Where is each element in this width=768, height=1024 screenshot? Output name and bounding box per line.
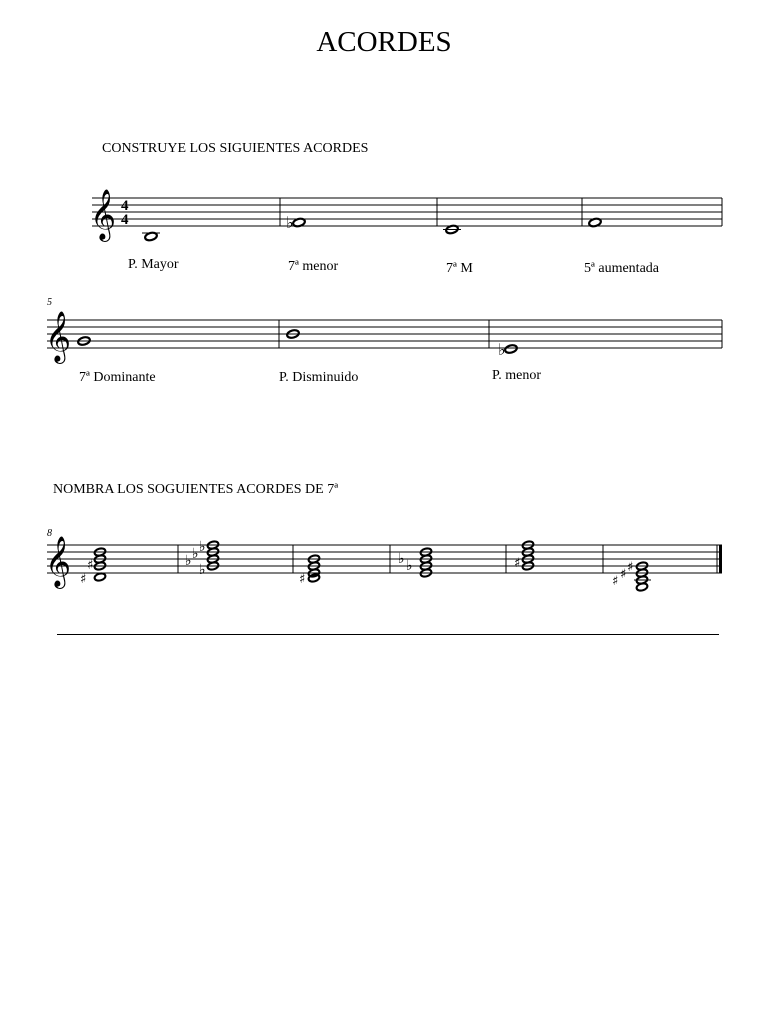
- chord-label: 7ª menor: [288, 259, 339, 274]
- sharp-icon: ♯: [620, 567, 627, 582]
- chord-label: 7ª Dominante: [79, 370, 156, 385]
- treble-clef-icon: 𝄞: [45, 536, 72, 587]
- whole-note: [94, 572, 106, 581]
- time-signature-top: 4: [121, 198, 129, 214]
- measure-number: 5: [47, 297, 52, 308]
- chord: [80, 547, 106, 587]
- flat-icon: ♭: [192, 546, 199, 562]
- chord-label: P. Mayor: [128, 257, 179, 272]
- flat-icon: ♭: [286, 213, 294, 232]
- measure-number: 8: [47, 528, 52, 539]
- chord-label: P. menor: [492, 368, 541, 383]
- name-instruction: NOMBRA LOS SOGUIENTES ACORDES DE 7ª: [53, 482, 339, 497]
- treble-clef-icon: 𝄞: [90, 189, 117, 240]
- flat-icon: ♭: [398, 551, 405, 567]
- flat-icon: ♭: [199, 562, 206, 578]
- chord-label: 7ª M: [446, 261, 473, 276]
- flat-icon: ♭: [199, 539, 206, 555]
- sharp-icon: ♯: [299, 572, 306, 587]
- construct-instruction: CONSTRUYE LOS SIGUIENTES ACORDES: [102, 141, 369, 156]
- sharp-icon: ♯: [80, 572, 87, 587]
- treble-clef-icon: 𝄞: [45, 311, 72, 362]
- sharp-icon: ♯: [612, 574, 619, 589]
- sharp-icon: ♯: [87, 558, 94, 573]
- chord: [612, 560, 651, 592]
- chord-label: P. Disminuido: [279, 370, 359, 385]
- sharp-icon: ♯: [627, 560, 634, 575]
- time-signature-bottom: 4: [121, 212, 129, 228]
- page-title: ACORDES: [316, 26, 452, 58]
- answer-line[interactable]: [57, 634, 719, 635]
- chord-label: 5ª aumentada: [584, 261, 659, 276]
- flat-icon: ♭: [185, 553, 192, 569]
- flat-icon: ♭: [406, 558, 413, 574]
- flat-icon: ♭: [498, 340, 506, 359]
- sharp-icon: ♯: [514, 556, 521, 571]
